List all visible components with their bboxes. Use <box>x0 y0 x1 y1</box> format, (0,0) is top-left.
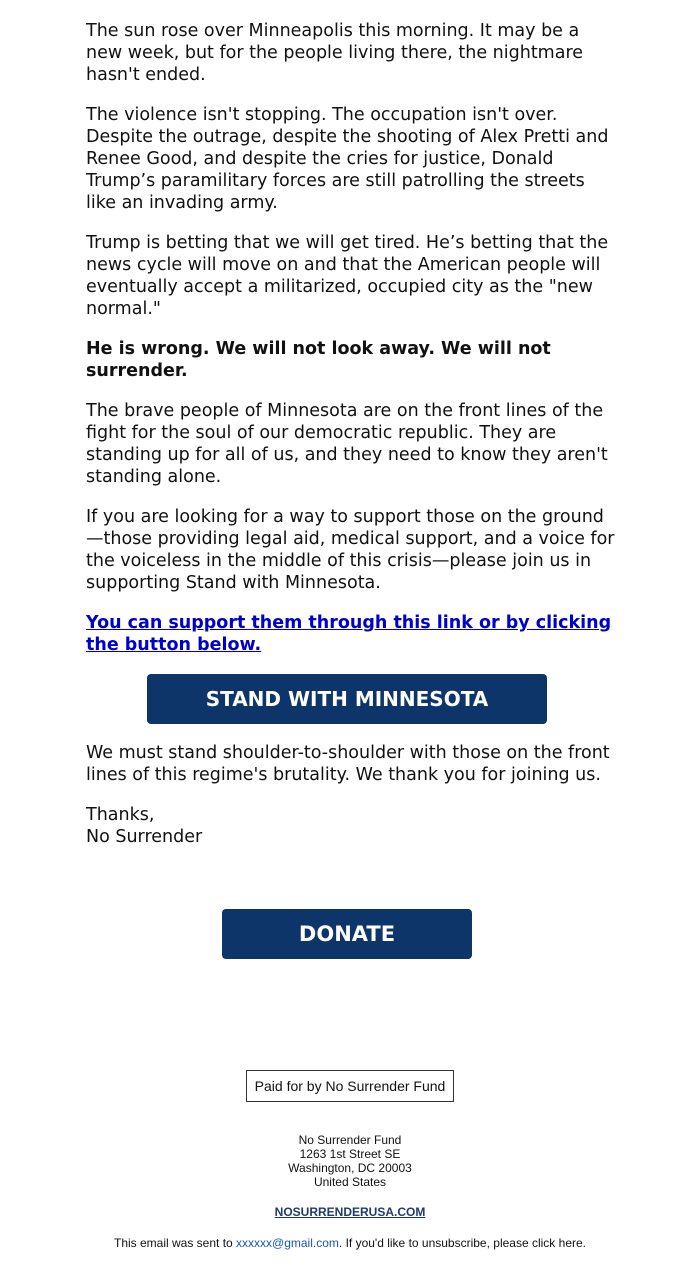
address-org-name: No Surrender Fund <box>298 1133 402 1147</box>
unsubscribe-link[interactable]: . If you'd like to unsubscribe, please click here. <box>338 1236 586 1250</box>
paragraph-6: If you are looking for a way to support those on the ground—those providing legal aid, medical support, and a voice for the voiceless in the middle of this crisis—please join us in supporting Stand with Minnesota. <box>86 507 615 593</box>
unsubscribe-note <box>0 1236 700 1250</box>
donate-button[interactable]: DONATE <box>222 909 472 959</box>
website-link-row <box>0 1205 700 1219</box>
emphasis-paragraph: He is wrong. We will not look away. We will not surrender. <box>86 339 551 381</box>
paragraph-5: The brave people of Minnesota are on the front lines of the fight for the soul of our democratic republic. They are standing up for all of us, and they need to know they aren't standing alone. <box>86 401 608 487</box>
paragraph-2: The violence isn't stopping. The occupation isn't over. Despite the outrage, despite the shooting of Alex Pretti and Renee Good, and despite the cries for justice, Donald Trump’s paramilitary forces are still patrolling the streets like an invading army. <box>86 105 609 213</box>
email-body <box>86 20 616 674</box>
stand-with-minnesota-button[interactable]: STAND WITH MINNESOTA <box>147 674 547 724</box>
website-link[interactable]: NOSURRENDERUSA.COM <box>274 1205 426 1219</box>
recipient-email: xxxxxx@gmail.com <box>236 1236 339 1250</box>
closing-paragraph: We must stand shoulder-to-shoulder with those on the front lines of this regime's brutality. We thank you for joining us. <box>86 743 610 785</box>
address-street: 1263 1st Street SE <box>299 1147 401 1161</box>
signoff: Thanks, <box>86 805 155 825</box>
paragraph-3: Trump is betting that we will get tired. He’s betting that the news cycle will move on and that the American people will eventually accept a militarized, occupied city as the "new normal." <box>86 233 609 319</box>
paragraph-1: The sun rose over Minneapolis this morning. It may be a new week, but for the people living there, the nightmare hasn't ended. <box>86 21 584 85</box>
closing-section <box>86 742 616 848</box>
signature: No Surrender <box>86 827 203 847</box>
support-link[interactable]: You can support them through this link or by clicking the button below. <box>86 613 612 655</box>
paid-for-disclaimer: Paid for by No Surrender Fund <box>246 1070 454 1102</box>
address-city: Washington, DC 20003 <box>288 1161 412 1175</box>
mailing-address <box>0 1133 700 1189</box>
sent-to-prefix: This email was sent to <box>113 1236 237 1250</box>
address-country: United States <box>313 1175 387 1189</box>
